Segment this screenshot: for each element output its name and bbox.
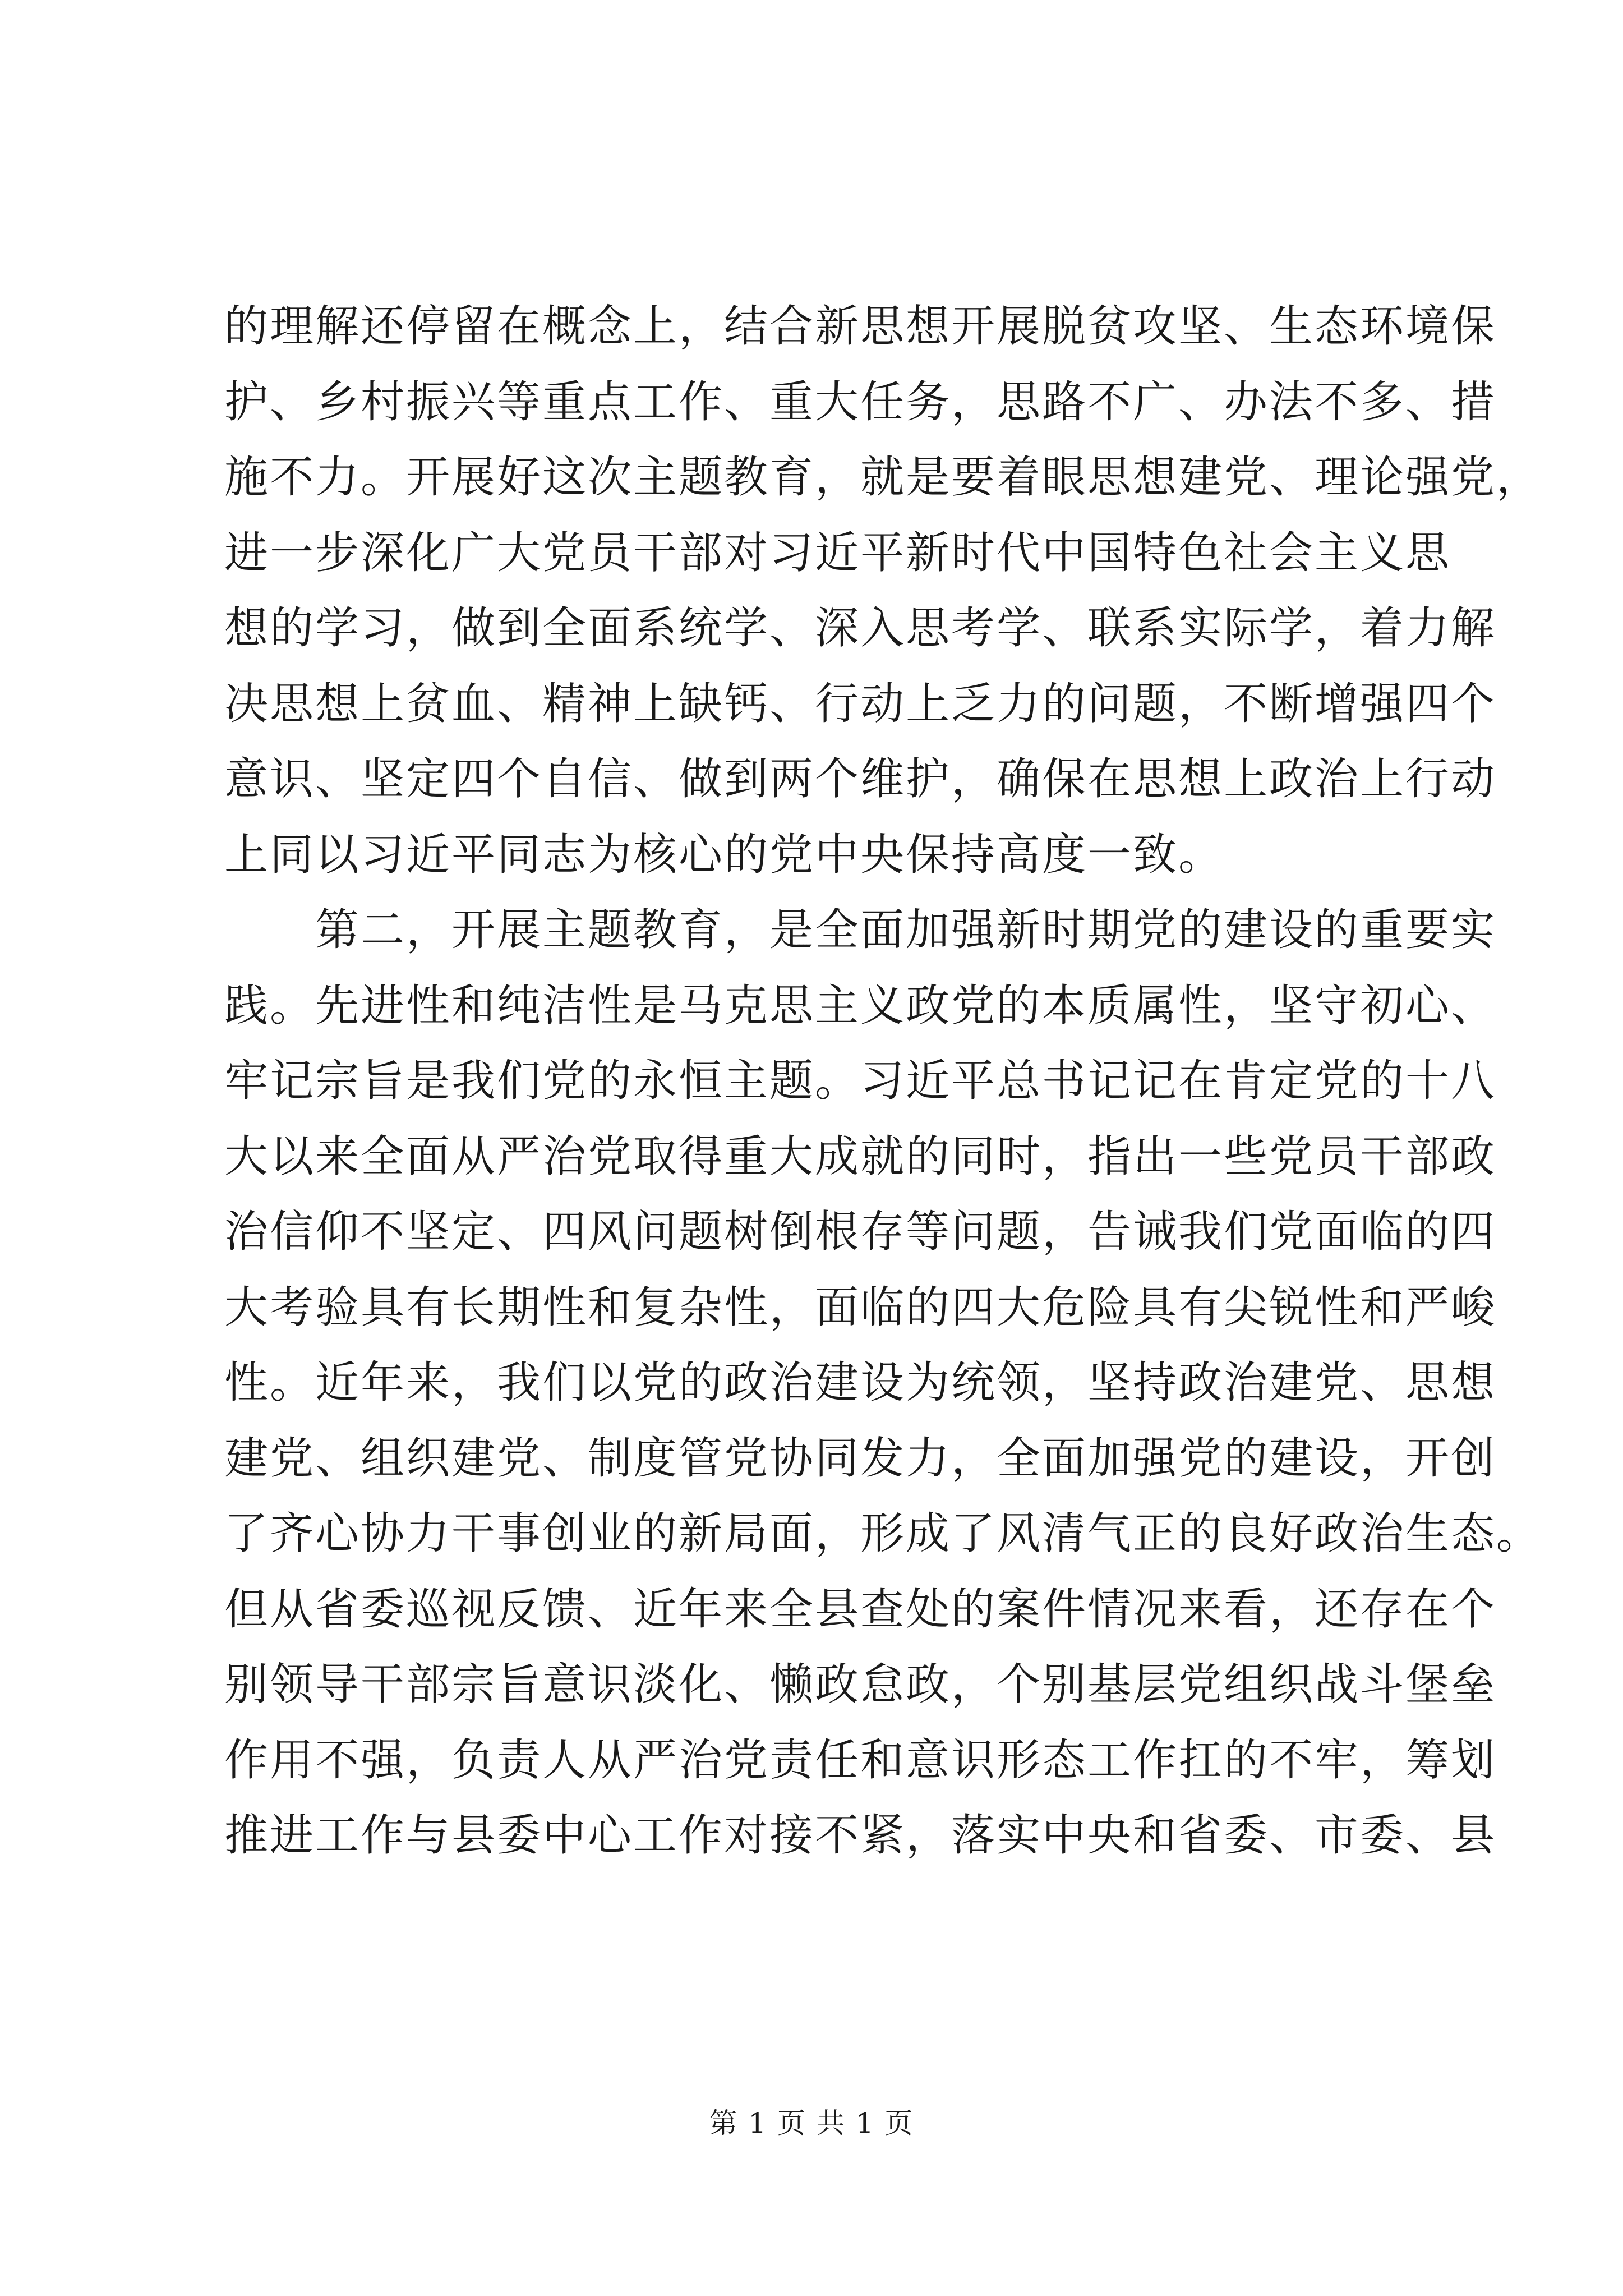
text-line: 想的学习，做到全面系统学、深入思考学、联系实际学，着力解 [224, 603, 1497, 654]
text-line: 但从省委巡视反馈、近年来全县查处的案件情况来看，还存在个 [224, 1584, 1497, 1635]
text-line: 施不力。开展好这次主题教育，就是要着眼思想建党、理论强党， [224, 452, 1542, 503]
text-line: 践。先进性和纯洁性是马克思主义政党的本质属性，坚守初心、 [224, 980, 1497, 1031]
text-line: 进一步深化广大党员干部对习近平新时代中国特色社会主义思 [224, 527, 1451, 578]
text-line: 决思想上贫血、精神上缺钙、行动上乏力的问题，不断增强四个 [224, 678, 1497, 729]
text-line: 了齐心协力干事创业的新局面，形成了风清气正的良好政治生态。 [224, 1508, 1542, 1559]
text-line: 大考验具有长期性和复杂性，面临的四大危险具有尖锐性和严峻 [224, 1282, 1497, 1333]
text-line: 性。近年来，我们以党的政治建设为统领，坚持政治建党、思想 [224, 1358, 1497, 1408]
body-text [224, 289, 1542, 1874]
paragraph-end-line: 上同以习近平同志为核心的党中央保持高度一致。 [224, 829, 1224, 880]
text-line: 护、乡村振兴等重点工作、重大任务，思路不广、办法不多、措 [224, 376, 1497, 427]
text-line: 作用不强，负责人从严治党责任和意识形态工作扛的不牢，筹划 [224, 1734, 1497, 1786]
page-number-label: 第 1 页 共 1 页 [709, 2107, 914, 2139]
text-line: 别领导干部宗旨意识淡化、懒政怠政，个别基层党组织战斗堡垒 [224, 1659, 1497, 1710]
text-line: 的理解还停留在概念上，结合新思想开展脱贫攻坚、生态环境保 [224, 301, 1497, 352]
text-line: 大以来全面从严治党取得重大成就的同时，指出一些党员干部政 [224, 1131, 1497, 1182]
paragraph-start-line: 第二，开展主题教育，是全面加强新时期党的建设的重要实 [224, 905, 1497, 955]
text-line: 建党、组织建党、制度管党协同发力，全面加强党的建设，开创 [224, 1433, 1497, 1484]
text-line: 牢记宗旨是我们党的永恒主题。习近平总书记记在肯定党的十八 [224, 1056, 1497, 1106]
text-line: 意识、坚定四个自信、做到两个维护，确保在思想上政治上行动 [224, 754, 1497, 804]
text-line: 治信仰不坚定、四风问题树倒根存等问题，告诫我们党面临的四 [224, 1207, 1497, 1257]
page-footer [0, 2101, 1623, 2141]
text-line: 推进工作与县委中心工作对接不紧，落实中央和省委、市委、县 [224, 1810, 1497, 1861]
